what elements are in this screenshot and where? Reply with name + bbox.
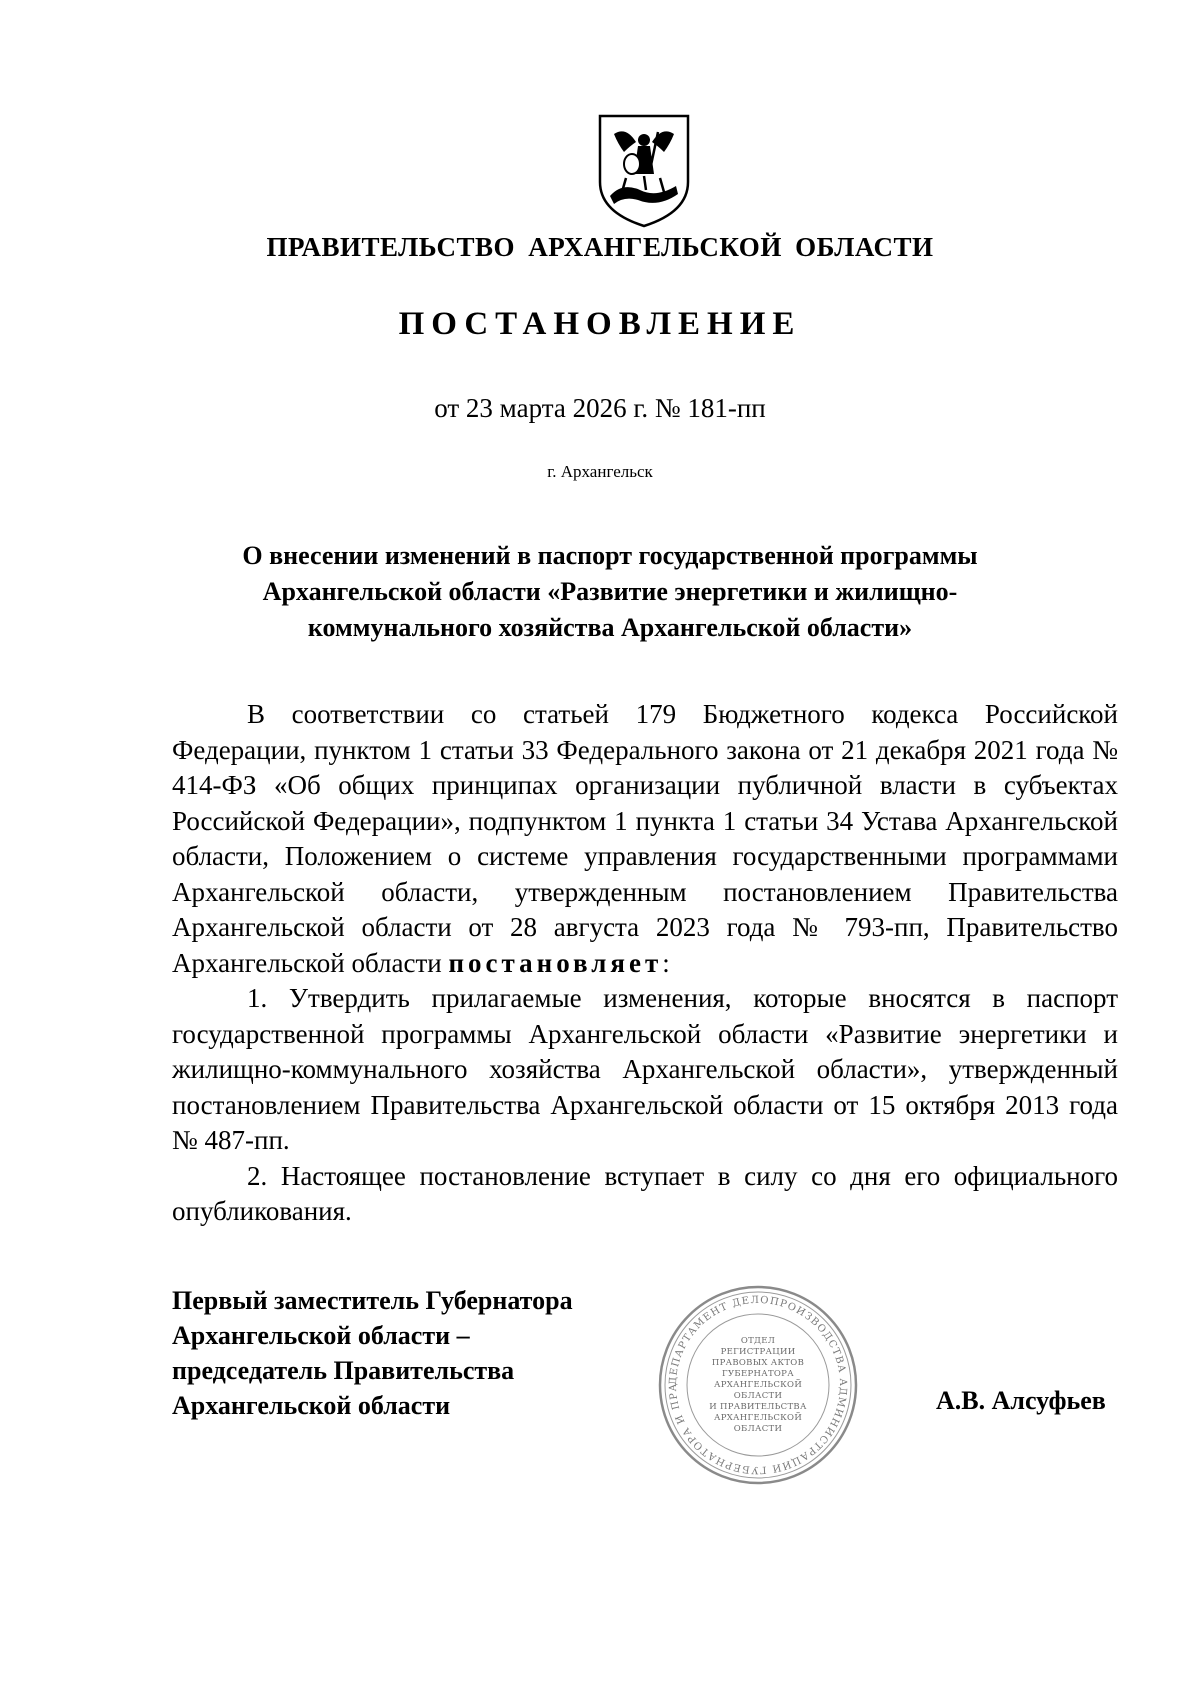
decree-item-2: 2. Настоящее постановление вступает в силу со дня его официального опубликования. [172, 1160, 1118, 1226]
signatory-title-line: Первый заместитель Губернатора [172, 1286, 573, 1315]
stamp-line: АРХАНГЕЛЬСКОЙ [713, 1412, 803, 1423]
subject-line: коммунального хозяйства Архангельской области» [307, 613, 913, 642]
decrees-word: постановляет [448, 947, 663, 978]
government-heading: ПРАВИТЕЛЬСТВО АРХАНГЕЛЬСКОЙ ОБЛАСТИ [266, 232, 934, 262]
document-date-number: от 23 марта 2026 г. № 181-пп [434, 393, 766, 423]
signatory-name: А.В. Алсуфьев [936, 1386, 1106, 1415]
coat-of-arms-icon [596, 112, 692, 230]
document-subject [160, 538, 1060, 646]
stamp-ring-text: ДЕПАРТАМЕНТ ДЕЛОПРОИЗВОДСТВА АДМИНИСТРАЦИИ ГУБЕРНАТОРА И ПРА [667, 1294, 849, 1476]
stamp-line: И ПРАВИТЕЛЬСТВА [709, 1401, 807, 1412]
document-city: г. Архангельск [547, 462, 653, 481]
signatory-title [172, 1283, 632, 1423]
document-body [172, 697, 1118, 1230]
decree-item-1: 1. Утвердить прилагаемые изменения, которые вносятся в паспорт государственной программы Архангельской области «Развитие энергетики и жилищно-коммунального хозяйства Архангельской области», утвержденный постановлением Правительства Архангельской области от 15 октября 2013 года № 487-пп. [172, 983, 1118, 1155]
preamble-paragraph [172, 697, 1118, 981]
stamp-line: ОБЛАСТИ [733, 1390, 783, 1401]
official-stamp [655, 1282, 861, 1488]
stamp-line: ОТДЕЛ [740, 1335, 776, 1346]
subject-line: О внесении изменений в паспорт государственной программы [242, 541, 978, 570]
stamp-line: ОБЛАСТИ [733, 1423, 783, 1434]
stamp-line: РЕГИСТРАЦИИ [720, 1346, 796, 1357]
signatory-title-line: председатель Правительства [172, 1356, 515, 1385]
document-type: ПОСТАНОВЛЕНИЕ [398, 306, 802, 342]
preamble-text: В соответствии со статьей 179 Бюджетного кодекса Российской Федерации, пунктом 1 статьи 33 Федерального закона от 21 декабря 2021 года № 414-ФЗ «Об общих принципах организации публичной власти в субъектах Российской Федерации», подпунктом 1 пункта 1 статьи 34 Устава Архангельской области, Положением о системе управления государственными программами Архангельской области, утвержденным постановлением Правительства Архангельской области от 28 августа 2023 года № 793-пп, Правительство Архангельской области [172, 699, 1118, 978]
signatory-title-line: Архангельской области – [172, 1321, 470, 1350]
stamp-line: ПРАВОВЫХ АКТОВ [711, 1357, 805, 1368]
stamp-center-text [655, 1282, 861, 1488]
stamp-line: ГУБЕРНАТОРА [722, 1368, 794, 1379]
subject-line: Архангельской области «Развитие энергетики и жилищно- [262, 577, 958, 606]
decrees-colon: : [662, 947, 670, 978]
signatory-title-line: Архангельской области [172, 1391, 451, 1420]
stamp-line: АРХАНГЕЛЬСКОЙ [713, 1379, 803, 1390]
